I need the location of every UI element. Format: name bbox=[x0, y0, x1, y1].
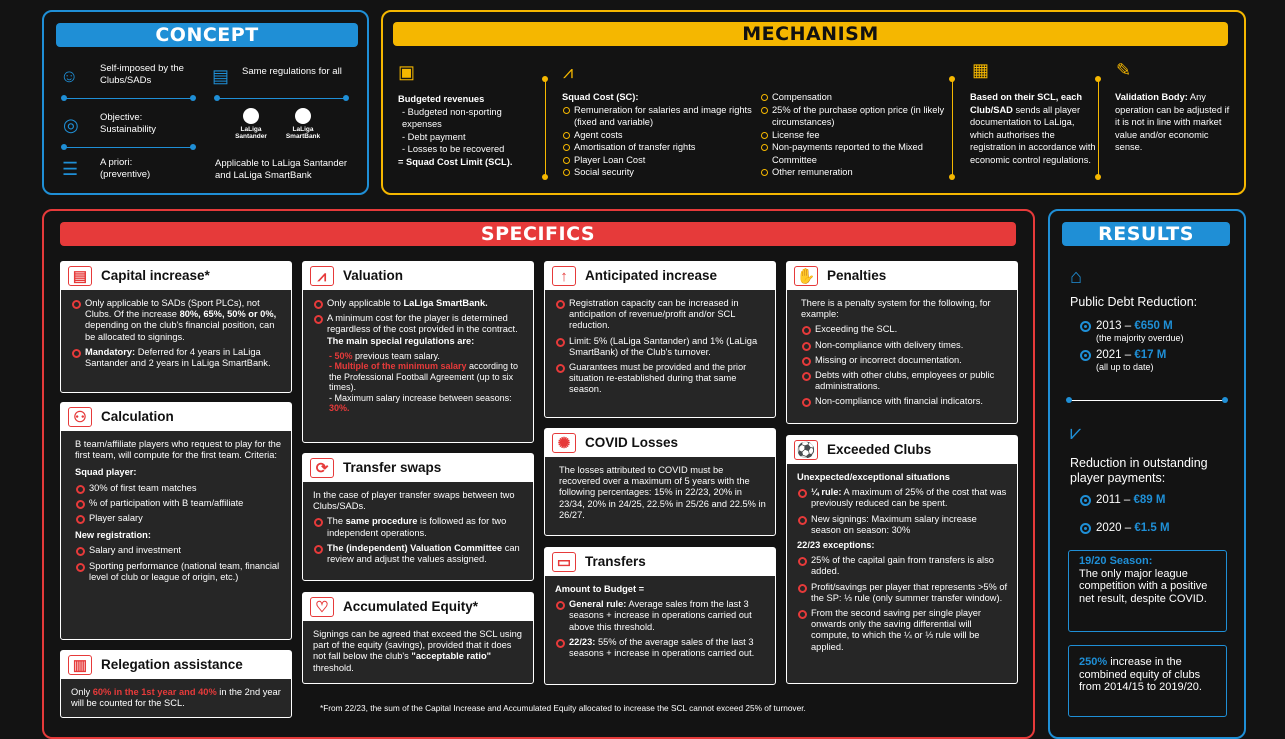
card-title: Accumulated Equity* bbox=[343, 599, 479, 614]
list-item: Non-compliance with financial indicators. bbox=[801, 396, 1009, 407]
card-title: Valuation bbox=[343, 268, 404, 283]
list-item: Mandatory: Deferred for 4 years in LaLiga Santander and 2 years in LaLiga SmartBank. bbox=[71, 347, 283, 369]
transfer-swaps-card bbox=[302, 453, 534, 581]
list-item: Exceeding the SCL. bbox=[801, 324, 1009, 335]
list-item: Salary and investment bbox=[75, 545, 283, 556]
transfers-intro: Amount to Budget = bbox=[555, 584, 645, 594]
payments-2020: 2020 – €1.5 M bbox=[1096, 522, 1226, 535]
specifics-title: SPECIFICS bbox=[60, 222, 1016, 246]
separator bbox=[1067, 400, 1227, 401]
concept-self-imposed: Self-imposed by the Clubs/SADs bbox=[100, 63, 184, 86]
accumulated-equity-card: ♡ Accumulated Equity* Signings can be agreed that exceed the SCL using part of the equity (savings), provided that it does not fall below the club's "acceptable ratio" threshold. bbox=[302, 592, 534, 684]
document-icon: ▤ bbox=[212, 66, 230, 86]
people-icon: ⚇ bbox=[68, 407, 92, 427]
mechanism-squad-cost: Squad Cost (SC): Remuneration for salaries and image rights (fixed and variable) Agent costs Amortisation of transfer rights Player Loan Cost Social security bbox=[562, 92, 752, 177]
list-item: Non-compliance with delivery times. bbox=[801, 340, 1009, 351]
list-item: Limit: 5% (LaLiga Santander) and 1% (LaLiga SmartBank) of the Club's turnover. bbox=[555, 336, 767, 358]
season-box: 19/20 Season: The only major league competition with a positive net result, despite COVID. bbox=[1068, 550, 1227, 632]
equity-box: 250% increase in the combined equity of clubs from 2014/15 to 2019/20. bbox=[1068, 645, 1227, 717]
money-icon: ▣ bbox=[398, 62, 416, 82]
document-icon: ▥ bbox=[68, 655, 92, 675]
divider bbox=[545, 78, 546, 178]
results-title: RESULTS bbox=[1062, 222, 1230, 246]
arrow-up-icon: ↑ bbox=[552, 266, 576, 286]
divider bbox=[952, 78, 953, 178]
card-title: Capital increase* bbox=[101, 268, 210, 283]
mechanism-squad-cost-2: Compensation 25% of the purchase option price (in likely circumstances) License fee Non-payments reported to the Mixed Committee Other remuneration bbox=[760, 91, 945, 179]
list-item: General rule: Average sales from the last 3 seasons + increase in operations carried out above this threshold. bbox=[555, 599, 767, 633]
subheading: Unexpected/exceptional situations bbox=[797, 472, 950, 482]
card-title: COVID Losses bbox=[585, 435, 679, 450]
list-item: Only applicable to SADs (Sport PLCs), not Clubs. Of the increase 80%, 65%, 50% or 0%, depending on the club's financial position, can be allocated to signings. bbox=[71, 298, 283, 343]
chart-icon: ⩘ bbox=[310, 266, 334, 286]
list-item: The (independent) Valuation Committee can review and adjust the values assigned. bbox=[313, 543, 525, 565]
card-title: Relegation assistance bbox=[101, 657, 243, 672]
list-item: 25% of the capital gain from transfers is also added. bbox=[797, 555, 1009, 577]
ledger-icon: ▤ bbox=[68, 266, 92, 286]
card-title: Calculation bbox=[101, 409, 174, 424]
concept-applicable: Applicable to LaLiga Santander and LaLiga SmartBank bbox=[215, 158, 348, 181]
anticipated-increase-card bbox=[544, 261, 776, 418]
list-item: ¼ rule: A maximum of 25% of the cost that was previously reduced can be spent. bbox=[797, 487, 1009, 509]
handshake-icon: ♡ bbox=[310, 597, 334, 617]
list-item: Missing or incorrect documentation. bbox=[801, 355, 1009, 366]
concept-title: CONCEPT bbox=[56, 23, 358, 47]
debt-2021: 2021 – €17 M (all up to date) bbox=[1096, 349, 1226, 373]
debt-2013: 2013 – €650 M (the majority overdue) bbox=[1096, 320, 1226, 344]
separator bbox=[62, 98, 195, 99]
mechanism-scl: Based on their SCL, each Club/SAD sends all player documentation to LaLiga, which authorises the registration in accordance with economic control regulations. bbox=[970, 92, 1096, 165]
penalties-card bbox=[786, 261, 1018, 424]
list-item: Only applicable to LaLiga SmartBank. bbox=[313, 298, 525, 309]
list-item: From the second saving per single player onwards only the saving differential will compute, to which the ¼ or ⅓ rule will be applied. bbox=[797, 608, 1009, 653]
card-title: Transfer swaps bbox=[343, 460, 442, 475]
list-item: 30% of first team matches bbox=[75, 483, 283, 494]
hand-icon: ✋ bbox=[794, 266, 818, 286]
separator bbox=[62, 147, 195, 148]
player-payments-title: Reduction in outstanding player payments: bbox=[1070, 456, 1208, 485]
checklist-icon: ☰ bbox=[62, 159, 79, 179]
separator bbox=[215, 98, 348, 99]
concept-objective: Objective: Sustainability bbox=[100, 112, 156, 135]
list-item: A minimum cost for the player is determined regardless of the cost provided in the contract. The main special regulations are: bbox=[313, 313, 525, 347]
certificate-icon: ✎ bbox=[1116, 60, 1132, 80]
documents-icon: ▦ bbox=[972, 60, 990, 80]
card-title: Exceeded Clubs bbox=[827, 442, 932, 457]
capital-increase-card bbox=[60, 261, 292, 393]
people-icon: ☺ bbox=[60, 66, 79, 86]
laliga-smartbank-logo: LaLiga SmartBank bbox=[282, 108, 324, 148]
card-title: Anticipated increase bbox=[585, 268, 718, 283]
calculation-intro: B team/affiliate players who request to play for the first team, will compute for the first team. Criteria: bbox=[75, 439, 282, 461]
list-item: New signings: Maximum salary increase season on season: 30% bbox=[797, 514, 1009, 536]
exceeded-clubs-card bbox=[786, 435, 1018, 684]
list-item: 22/23: 55% of the average sales of the last 3 seasons + increase in operations carried out. bbox=[555, 637, 767, 659]
briefcase-icon: ▭ bbox=[552, 552, 576, 572]
chart-icon: ⩘ bbox=[563, 62, 574, 82]
swap-icon: ⟳ bbox=[310, 458, 334, 478]
transfers-card bbox=[544, 547, 776, 685]
list-item: Guarantees must be provided and the prior situation re-established during that same season. bbox=[555, 362, 767, 396]
list-item: The same procedure is followed as for two independent operations. bbox=[313, 516, 525, 538]
concept-same-regulations: Same regulations for all bbox=[242, 66, 342, 77]
penalties-intro: There is a penalty system for the following, for example: bbox=[801, 298, 991, 320]
list-item: Debts with other clubs, employees or public administrations. bbox=[801, 370, 1009, 392]
list-item: Registration capacity can be increased in anticipation of revenue/profit and/or SCL reduction. bbox=[555, 298, 767, 332]
laliga-santander-logo: LaLiga Santander bbox=[230, 108, 272, 148]
subheading: New registration: bbox=[75, 530, 151, 541]
list-item: Player salary bbox=[75, 513, 283, 524]
covid-losses-card bbox=[544, 428, 776, 536]
mechanism-budget: Budgeted revenues - Budgeted non-sporting expenses - Debt payment - Losses to be recovered = Squad Cost Limit (SCL). bbox=[398, 94, 513, 167]
payments-2011: 2011 – €89 M bbox=[1096, 494, 1226, 507]
relegation-card: ▥ Relegation assistance Only 60% in the 1st year and 40% in the 2nd year will be counted for the SCL. bbox=[60, 650, 292, 718]
concept-a-priori: A priori: (preventive) bbox=[100, 157, 151, 180]
list-item: % of participation with B team/affiliate bbox=[75, 498, 283, 509]
list-item: Profit/savings per player that represents >5% of the SP: ⅓ rule (only summer transfer window). bbox=[797, 582, 1009, 604]
mechanism-validation: Validation Body: Any operation can be adjusted if it is not in line with market value and/or economic sense. bbox=[1115, 92, 1230, 152]
valuation-card: ⩘ Valuation Only applicable to LaLiga SmartBank. A minimum cost for the player is determined regardless of the cost provided in the contract. The main special regulations are: - 50% previous team salary. - Multiple of the minimum salary according to the Professional Football Agreement (up to six times). - Maximum salary increase between seasons: 30%. bbox=[302, 261, 534, 443]
mechanism-title: MECHANISM bbox=[393, 22, 1228, 46]
decline-chart-icon: ⩗ bbox=[1070, 422, 1082, 444]
list-item: Sporting performance (national team, financial level of club or league of origin, etc.) bbox=[75, 561, 283, 583]
calculation-card bbox=[60, 402, 292, 640]
football-icon: ⚽ bbox=[794, 440, 818, 460]
swaps-intro: In the case of player transfer swaps between two Clubs/SADs. bbox=[313, 490, 515, 512]
public-debt-title: Public Debt Reduction: bbox=[1070, 295, 1198, 309]
subheading: Squad player: bbox=[75, 467, 137, 478]
divider bbox=[1098, 78, 1099, 178]
covid-text: The losses attributed to COVID must be recovered over a maximum of 5 years with the following percentages: 15% in 22/23, 20% in 23/34, 20% in 24/25, 22.5% in 25/26 and 22.5% in 26/27. bbox=[559, 465, 766, 520]
subheading: 22/23 exceptions: bbox=[797, 540, 875, 551]
card-title: Transfers bbox=[585, 554, 646, 569]
bank-icon: ⌂ bbox=[1070, 266, 1083, 288]
card-title: Penalties bbox=[827, 268, 887, 283]
footnote: *From 22/23, the sum of the Capital Increase and Accumulated Equity allocated to increase the SCL cannot exceed 25% of turnover. bbox=[320, 703, 806, 713]
target-icon: ◎ bbox=[63, 115, 79, 135]
virus-icon: ✺ bbox=[552, 433, 576, 453]
